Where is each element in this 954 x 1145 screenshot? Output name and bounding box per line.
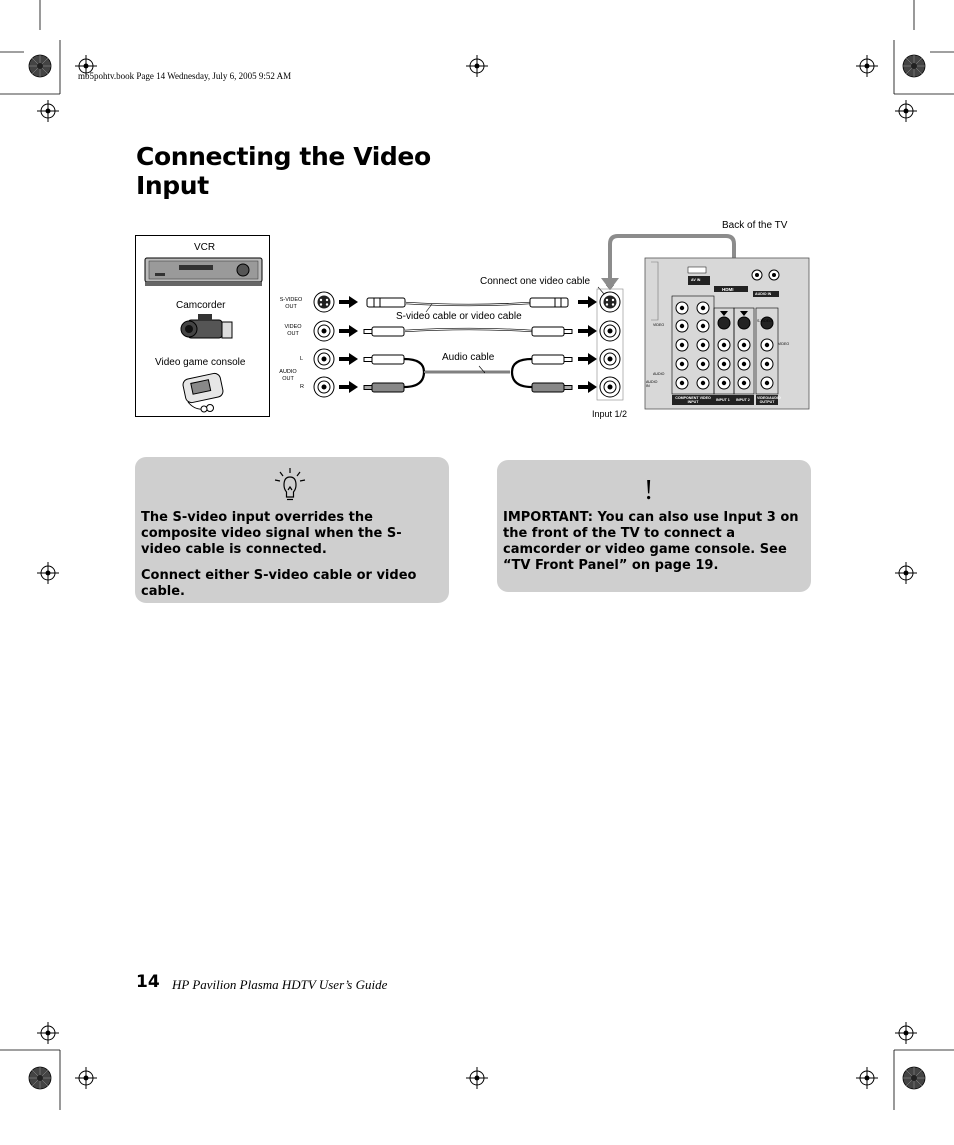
tv-v-video-label: VIDEO	[778, 342, 790, 346]
audio-left-label: L	[300, 356, 304, 362]
svideo-out-label: S-VIDEO OUT	[279, 297, 303, 310]
connect-one-cable-label: Connect one video cable	[480, 276, 591, 287]
video-out-jack	[314, 321, 334, 341]
tv-av-in-label: AV IN	[691, 278, 701, 282]
guide-title: HP Pavilion Plasma HDTV User’s Guide	[172, 977, 388, 992]
tv-input1-label: INPUT 1	[716, 398, 730, 402]
video-out-label: VIDEO OUT	[284, 324, 302, 337]
tv-audio-left-in-jack	[600, 349, 620, 369]
page-title: Connecting the Video Input	[136, 142, 431, 200]
input-12-label: Input 1/2	[592, 409, 628, 419]
audio-out-label: AUDIO OUT	[279, 369, 297, 382]
tv-audio-label: AUDIO	[653, 372, 665, 376]
tv-component-label: COMPONENT VIDEO INPUT	[675, 396, 711, 404]
tv-video-in-jack	[600, 321, 620, 341]
composite-video-cable	[364, 327, 572, 336]
audio-right-label: R	[300, 384, 304, 390]
lightbulb-icon	[273, 466, 307, 504]
tv-output-label: VIDEO/AUDIO OUTPUT	[757, 396, 781, 404]
svideo-or-video-cable-label: S-video cable or video cable	[396, 311, 522, 322]
tv-input2-label: INPUT 2	[736, 398, 750, 402]
audio-right-out-jack	[314, 377, 334, 397]
tv-svideo-in-jack	[600, 292, 620, 312]
tv-hdmi-label: HDMI	[722, 287, 734, 292]
audio-cable-label: Audio cable	[442, 352, 495, 363]
tv-audio-right-in-jack	[600, 377, 620, 397]
exclamation-icon: !	[644, 475, 654, 506]
vcr-icon	[145, 258, 262, 286]
vcr-label: VCR	[194, 242, 216, 253]
page-number: 14	[136, 972, 160, 992]
tv-svideo-label: S-VIDEO	[757, 319, 772, 323]
tv-audio-in-small-label: AUDIO IN	[646, 380, 658, 388]
tv-audio-in-label: AUDIO IN	[755, 292, 772, 296]
svideo-out-jack	[314, 292, 334, 312]
tip-paragraph-2: Connect either S-video cable or video cable.	[141, 568, 417, 599]
book-info-header: mb5pohtv.book Page 14 Wednesday, July 6, 2005 9:52 AM	[78, 71, 292, 81]
tv-back-panel	[645, 258, 809, 409]
important-paragraph: IMPORTANT: You can also use Input 3 on the front of the TV to connect a camcorder or video game console. See “TV Front Panel” on page 19.	[503, 510, 799, 573]
audio-left-out-jack	[314, 349, 334, 369]
tip-paragraph-1: The S-video input overrides the composite video signal when the S-video cable is connected.	[141, 510, 402, 557]
back-of-tv-label: Back of the TV	[722, 220, 788, 231]
tv-video-side-label: VIDEO	[653, 323, 665, 327]
game-console-label: Video game console	[155, 357, 246, 368]
camcorder-label: Camcorder	[176, 300, 226, 311]
svideo-cable	[367, 298, 568, 307]
